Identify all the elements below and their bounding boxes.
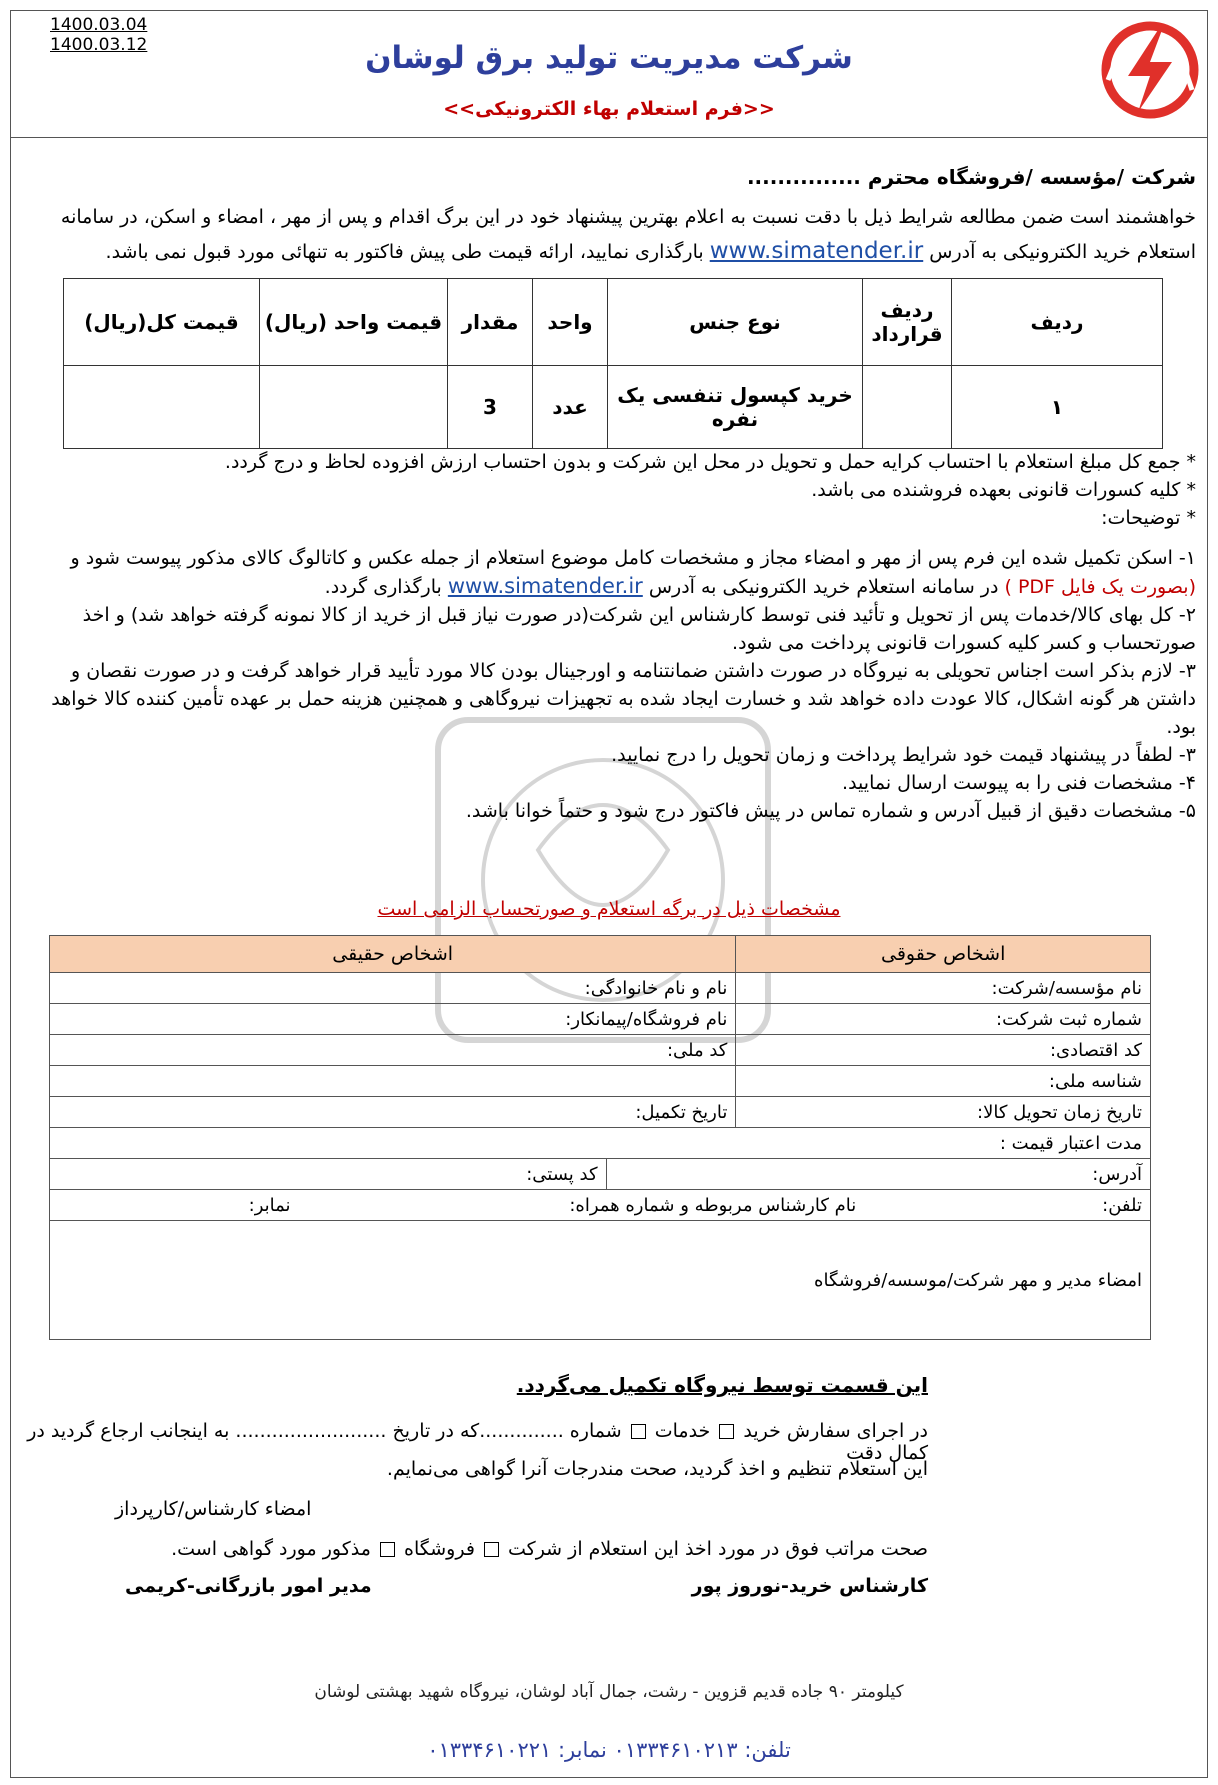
footer-contact xyxy=(0,1738,1218,1762)
table-row xyxy=(50,1066,1151,1097)
table-row xyxy=(50,1097,1151,1128)
services-checkbox[interactable] xyxy=(631,1424,646,1439)
plant-line-1b: خدمات xyxy=(654,1420,711,1442)
table-row xyxy=(50,1159,1151,1190)
expert-name-label: نام کارشناس مربوطه و شماره همراه: xyxy=(569,1194,857,1216)
intro-text-1: خواهشمند است ضمن مطالعه شرایط ذیل با دقت نسبت به اعلام بهترین پیشنهاد خود در این برگ اقدام و پس از مهر ، امضاء و اسکن، در سامانه استعلام خرید الکترونیکی به آدرس xyxy=(60,206,1196,263)
phone-label: تلفن: xyxy=(1102,1194,1142,1216)
price-validity-field[interactable]: مدت اعتبار قیمت : xyxy=(50,1128,1151,1159)
cell-contract-row xyxy=(863,366,952,449)
required-info-text: مشخصات ذیل در برگه استعلام و صورتحساب الزامی است xyxy=(377,898,841,920)
company-title: شرکت مدیریت تولید برق لوشان xyxy=(365,40,853,76)
note-3: ۳- لازم بذکر است اجناس تحویلی به نیروگاه در صورت داشتن ضمانتنامه و اورجینال بودن کالا مورد تأیید قرار خواهد گرفت و در صورت نقصان و داشتن هر گونه اشکال، کالا عودت داده خواهد شد و خسارت ایجاد شده به تجهیزات نیروگاهی و همچنین هزینه حمل بر عهده تأمین کننده کالا خواهد بود. xyxy=(51,660,1196,738)
empty-field xyxy=(50,1066,736,1097)
date-1: 1400.03.04 xyxy=(50,15,148,35)
table-row xyxy=(64,366,1163,449)
table-row xyxy=(50,1035,1151,1066)
col-item-type: نوع جنس xyxy=(608,279,863,366)
col-contract-row: ردیف قرارداد xyxy=(863,279,952,366)
date-2: 1400.03.12 xyxy=(50,35,148,55)
company-checkbox[interactable] xyxy=(484,1542,499,1557)
cell-item-type: خرید کپسول تنفسی یک نفره xyxy=(608,366,863,449)
col-unit-price: قیمت واحد (ریال) xyxy=(260,279,448,366)
national-code-field[interactable]: کد ملی: xyxy=(50,1035,736,1066)
intro-text-2: بارگذاری نمایید، ارائه قیمت طی پیش فاکتور به تنهائی مورد قبول نمی باشد. xyxy=(105,241,704,263)
note-1-text-a: ۱- اسکن تکمیل شده این فرم پس از مهر و امضاء مجاز و مشخصات کامل موضوع استعلام از جمله عکس و کاتالوگ کالای مذکور پیوست شود و xyxy=(70,547,1196,569)
plant-section-title xyxy=(18,1373,928,1397)
fax-label: نمابر: xyxy=(248,1194,291,1216)
footer-address: کیلومتر ۹۰ جاده قدیم قزوین - رشت، جمال آباد لوشان، نیروگاه شهید بهشتی لوشان xyxy=(314,1682,904,1702)
expert-signature-label: امضاء کارشناس/کارپرداز xyxy=(115,1498,312,1520)
completion-date-field[interactable]: تاریخ تکمیل: xyxy=(50,1097,736,1128)
table-row xyxy=(50,1190,1151,1221)
plant-line-3b: فروشگاه xyxy=(404,1538,475,1560)
signature-field[interactable]: امضاء مدیر و مهر شرکت/موسسه/فروشگاه xyxy=(50,1221,1151,1340)
cell-row: ۱ xyxy=(952,366,1163,449)
header-divider xyxy=(10,137,1208,138)
footer-fax-label: نمابر: xyxy=(557,1738,607,1762)
natural-persons-header: اشخاص حقیقی xyxy=(50,936,736,973)
delivery-date-field[interactable]: تاریخ زمان تحویل کالا: xyxy=(736,1097,1151,1128)
note-4: ۴- مشخصات فنی را به پیوست ارسال نمایید. xyxy=(842,772,1196,794)
table-row xyxy=(50,1004,1151,1035)
phone-fax-row[interactable] xyxy=(50,1190,1151,1221)
cell-total-price[interactable] xyxy=(64,366,260,449)
store-checkbox[interactable] xyxy=(380,1542,395,1557)
footer-fax: ۰۱۳۳۴۶۱۰۲۲۱ xyxy=(427,1738,552,1762)
cell-qty: 3 xyxy=(448,366,533,449)
greeting-line: شرکت /مؤسسه /فروشگاه محترم ............... xyxy=(746,165,1196,189)
col-qty: مقدار xyxy=(448,279,533,366)
vendor-info-header xyxy=(50,936,1151,973)
purchase-order-checkbox[interactable] xyxy=(719,1424,734,1439)
items-table xyxy=(63,278,1163,449)
note-1-website-link[interactable]: www.simatender.ir xyxy=(447,574,643,598)
national-id-field[interactable]: شناسه ملی: xyxy=(736,1066,1151,1097)
plant-section-title-text: این قسمت توسط نیروگاه تکمیل می‌گردد. xyxy=(516,1373,928,1397)
postal-code-field[interactable]: کد پستی: xyxy=(50,1159,607,1190)
table-row xyxy=(50,973,1151,1004)
col-unit: واحد xyxy=(533,279,608,366)
plant-line-3a: صحت مراتب فوق در مورد اخذ این استعلام از شرکت xyxy=(508,1538,928,1560)
plant-line-2: این استعلام تنظیم و اخذ گردید، صحت مندرجات آنرا گواهی می‌نمایم. xyxy=(386,1458,928,1480)
commerce-manager-signature: مدیر امور بازرگانی-کریمی xyxy=(125,1575,372,1597)
footer-tel-label: تلفن: xyxy=(744,1738,791,1762)
intro-paragraph xyxy=(18,200,1196,269)
address-field[interactable]: آدرس: xyxy=(606,1159,1150,1190)
vendor-info-table xyxy=(49,935,1151,1340)
plant-line-1c: شماره ..............که در تاریخ ......................... به اینجانب ارجاع گردید در کمال دقت xyxy=(27,1420,928,1464)
cell-unit: عدد xyxy=(533,366,608,449)
institution-name-field[interactable]: نام مؤسسه/شرکت: xyxy=(736,973,1151,1004)
economic-code-field[interactable]: کد اقتصادی: xyxy=(736,1035,1151,1066)
signature-row xyxy=(50,1221,1151,1340)
note-1 xyxy=(18,544,1196,601)
col-total-price: قیمت کل(ریال) xyxy=(64,279,260,366)
note-1-pdf: (بصورت یک فایل PDF ) xyxy=(1004,576,1196,598)
required-info-note xyxy=(0,898,1218,920)
note-1-text-c: بارگذاری گردد. xyxy=(324,576,442,598)
bullet-1: * جمع کل مبلغ استعلام با احتساب کرایه حمل و تحویل در محل این شرکت و بدون احتساب ارزش افزوده لحاظ و درج گردد. xyxy=(224,451,1196,473)
note-1-text-b: در سامانه استعلام خرید الکترونیکی به آدرس xyxy=(648,576,999,598)
bullet-3: * توضیحات: xyxy=(1101,507,1196,529)
footer-tel: ۰۱۳۳۴۶۱۰۲۱۳ xyxy=(613,1738,738,1762)
plant-line-3 xyxy=(18,1538,928,1560)
note-2: ۲- کل بهای کالا/خدمات پس از تحویل و تأئید فنی توسط کارشناس این شرکت(در صورت نیاز قبل از خرید از کالا نمونه گرفته خواهد شد) و اخذ صورتحساب و کسر کلیه کسورات قانونی پرداخت می شود. xyxy=(82,604,1196,654)
legal-persons-header: اشخاص حقوقی xyxy=(736,936,1151,973)
note-3b: ۳- لطفاً در پیشنهاد قیمت خود شرایط پرداخت و زمان تحویل را درج نمایید. xyxy=(611,744,1196,766)
col-row: ردیف xyxy=(952,279,1163,366)
table-row xyxy=(50,1128,1151,1159)
purchase-expert-signature: کارشناس خرید-نوروز پور xyxy=(691,1575,928,1597)
full-name-field[interactable]: نام و نام خانوادگی: xyxy=(50,973,736,1004)
website-link[interactable]: www.simatender.ir xyxy=(709,238,924,264)
form-title: <<فرم استعلام بهاء الکترونیکی>> xyxy=(443,98,775,120)
cell-unit-price[interactable] xyxy=(260,366,448,449)
note-5: ۵- مشخصات دقیق از قبیل آدرس و شماره تماس در پیش فاکتور درج شود و حتماً خوانا باشد. xyxy=(465,800,1196,822)
store-name-field[interactable]: نام فروشگاه/پیمانکار: xyxy=(50,1004,736,1035)
plant-line-1a: در اجرای سفارش خرید xyxy=(743,1420,928,1442)
plant-line-3c: مذکور مورد گواهی است. xyxy=(171,1538,371,1560)
bullet-2: * کلیه کسورات قانونی بعهده فروشنده می باشد. xyxy=(811,479,1196,501)
items-table-header xyxy=(64,279,1163,366)
company-reg-field[interactable]: شماره ثبت شرکت: xyxy=(736,1004,1151,1035)
